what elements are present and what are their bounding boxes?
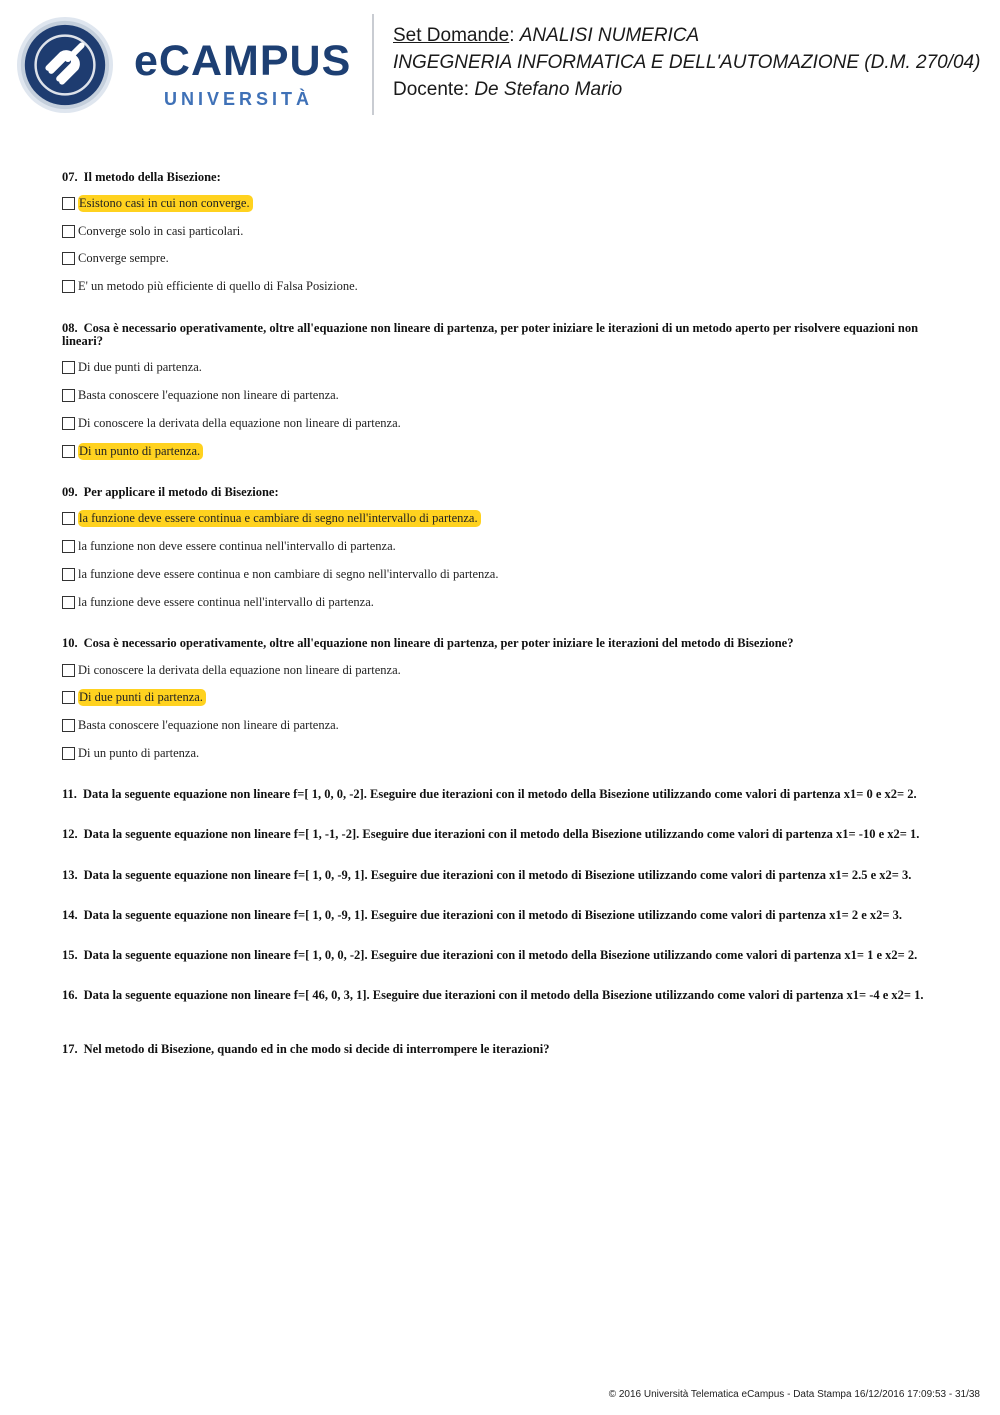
answer-text-highlighted: Di un punto di partenza. [78,443,203,460]
question-number: 13. [62,868,78,882]
course-line: Set Domande: ANALISI NUMERICA [393,25,700,46]
answer-option[interactable] [62,745,201,761]
question-number: 17. [62,1042,78,1056]
checkbox[interactable] [62,361,75,374]
checkbox[interactable] [62,389,75,402]
question-12 [62,828,942,841]
answer-text: Basta conoscere l'equazione non lineare di partenza. [78,387,339,402]
answer-option[interactable] [62,717,341,733]
degree-name: INGEGNERIA INFORMATICA E DELL'AUTOMAZIONE (D.M. 270/04) [393,52,981,73]
answer-option[interactable] [62,387,341,403]
teacher-line [393,76,980,103]
checkbox[interactable] [62,197,75,210]
teacher-name: De Stefano Mario [474,79,623,100]
answer-option[interactable] [62,223,245,239]
answer-text-highlighted: Esistono casi in cui non converge. [78,195,253,212]
question-08 [62,322,942,348]
question-text: Data la seguente equazione non lineare f=[ 1, 0, -9, 1]. Eseguire due iterazioni con il metodo di Bisezione utilizzando come valori di partenza x1= 2 e x2= 3. [83,908,903,922]
header-divider [372,14,374,115]
question-16 [62,989,942,1002]
answer-text: Di un punto di partenza. [78,745,200,760]
teacher-label: Docente: [393,79,470,100]
answer-text: Converge sempre. [78,250,169,265]
checkbox[interactable] [62,512,75,525]
checkbox[interactable] [62,252,75,265]
answer-option[interactable] [62,443,203,459]
question-number: 14. [62,908,78,922]
question-number: 09. [62,485,78,499]
answer-option[interactable] [62,662,403,678]
answer-option[interactable] [62,250,171,266]
checkbox[interactable] [62,719,75,732]
answer-option[interactable] [62,359,204,375]
answer-text-highlighted: la funzione deve essere continua e cambiare di segno nell'intervallo di partenza. [78,510,481,527]
answer-option[interactable] [62,538,398,554]
answer-option[interactable] [62,594,376,610]
question-text: Data la seguente equazione non lineare f=[ 1, 0, 0, -2]. Eseguire due iterazioni con il metodo della Bisezione utilizzando come valori di partenza x1= 1 e x2= 2. [83,948,918,962]
question-number: 11. [62,787,77,801]
question-14 [62,909,942,922]
checkbox[interactable] [62,417,75,430]
answer-option[interactable] [62,510,481,526]
question-text: Il metodo della Bisezione: [83,170,221,184]
degree-line [393,49,980,76]
checkbox[interactable] [62,664,75,677]
question-text: Cosa è necessario operativamente, oltre all'equazione non lineare di partenza, per poter iniziare le iterazioni di un metodo aperto per risolvere equazioni non lineari? [62,321,919,348]
question-number: 12. [62,827,78,841]
course-name: ANALISI NUMERICA [519,25,700,46]
answer-option[interactable] [62,195,253,211]
answer-text: la funzione deve essere continua e non cambiare di segno nell'intervallo di partenza. [78,566,499,581]
question-text: Data la seguente equazione non lineare f=[ 1, -1, -2]. Eseguire due iterazioni con il metodo della Bisezione utilizzando come valori di partenza x1= -10 e x2= 1. [83,827,920,841]
set-domande-label: Set Domande [393,25,510,46]
checkbox[interactable] [62,747,75,760]
ecampus-seal-logo [16,16,114,114]
question-number: 16. [62,988,78,1002]
question-number: 07. [62,170,78,184]
question-text: Data la seguente equazione non lineare f=[ 46, 0, 3, 1]. Eseguire due iterazioni con il metodo della Bisezione utilizzando come valori di partenza x1= -4 e x2= 1. [83,988,924,1002]
checkbox[interactable] [62,280,75,293]
question-number: 15. [62,948,78,962]
question-15 [62,949,942,962]
checkbox[interactable] [62,225,75,238]
answer-option[interactable] [62,415,403,431]
question-17 [62,1043,942,1056]
header-info [393,22,980,103]
question-text: Data la seguente equazione non lineare f=[ 1, 0, -9, 1]. Eseguire due iterazioni con il metodo di Bisezione utilizzando come valori di partenza x1= 2.5 e x2= 3. [83,868,912,882]
question-text: Per applicare il metodo di Bisezione: [83,485,279,499]
question-text: Data la seguente equazione non lineare f=[ 1, 0, 0, -2]. Eseguire due iterazioni con il metodo della Bisezione utilizzando come valori di partenza x1= 0 e x2= 2. [82,787,917,801]
answer-text: Di conoscere la derivata della equazione non lineare di partenza. [78,662,401,677]
ecampus-wordmark: eCAMPUS [134,37,352,85]
answer-text: E' un metodo più efficiente di quello di Falsa Posizione. [78,278,358,293]
answer-option[interactable] [62,689,206,705]
checkbox[interactable] [62,596,75,609]
question-number: 08. [62,321,78,335]
checkbox[interactable] [62,445,75,458]
question-10 [62,637,942,650]
question-text: Nel metodo di Bisezione, quando ed in che modo si decide di interrompere le iterazioni? [83,1042,550,1056]
answer-text: Converge solo in casi particolari. [78,223,244,238]
checkbox[interactable] [62,540,75,553]
question-11 [62,788,942,801]
answer-text: Di due punti di partenza. [78,359,202,374]
answer-option[interactable] [62,566,500,582]
question-09 [62,486,942,499]
page-footer: © 2016 Università Telematica eCampus - Data Stampa 16/12/2016 17:09:53 - 31/38 [608,1389,980,1400]
question-07 [62,171,942,184]
answer-text: la funzione non deve essere continua nell'intervallo di partenza. [78,538,396,553]
answer-text: Di conoscere la derivata della equazione non lineare di partenza. [78,415,401,430]
answer-text: Basta conoscere l'equazione non lineare di partenza. [78,717,339,732]
answer-text: la funzione deve essere continua nell'intervallo di partenza. [78,594,374,609]
question-13 [62,869,942,882]
checkbox[interactable] [62,568,75,581]
answer-text-highlighted: Di due punti di partenza. [78,689,206,706]
question-number: 10. [62,636,78,650]
answer-option[interactable] [62,278,360,294]
universita-wordmark: UNIVERSITÀ [164,89,314,109]
question-text: Cosa è necessario operativamente, oltre all'equazione non lineare di partenza, per poter iniziare le iterazioni del metodo di Bisezione? [83,636,794,650]
checkbox[interactable] [62,691,75,704]
